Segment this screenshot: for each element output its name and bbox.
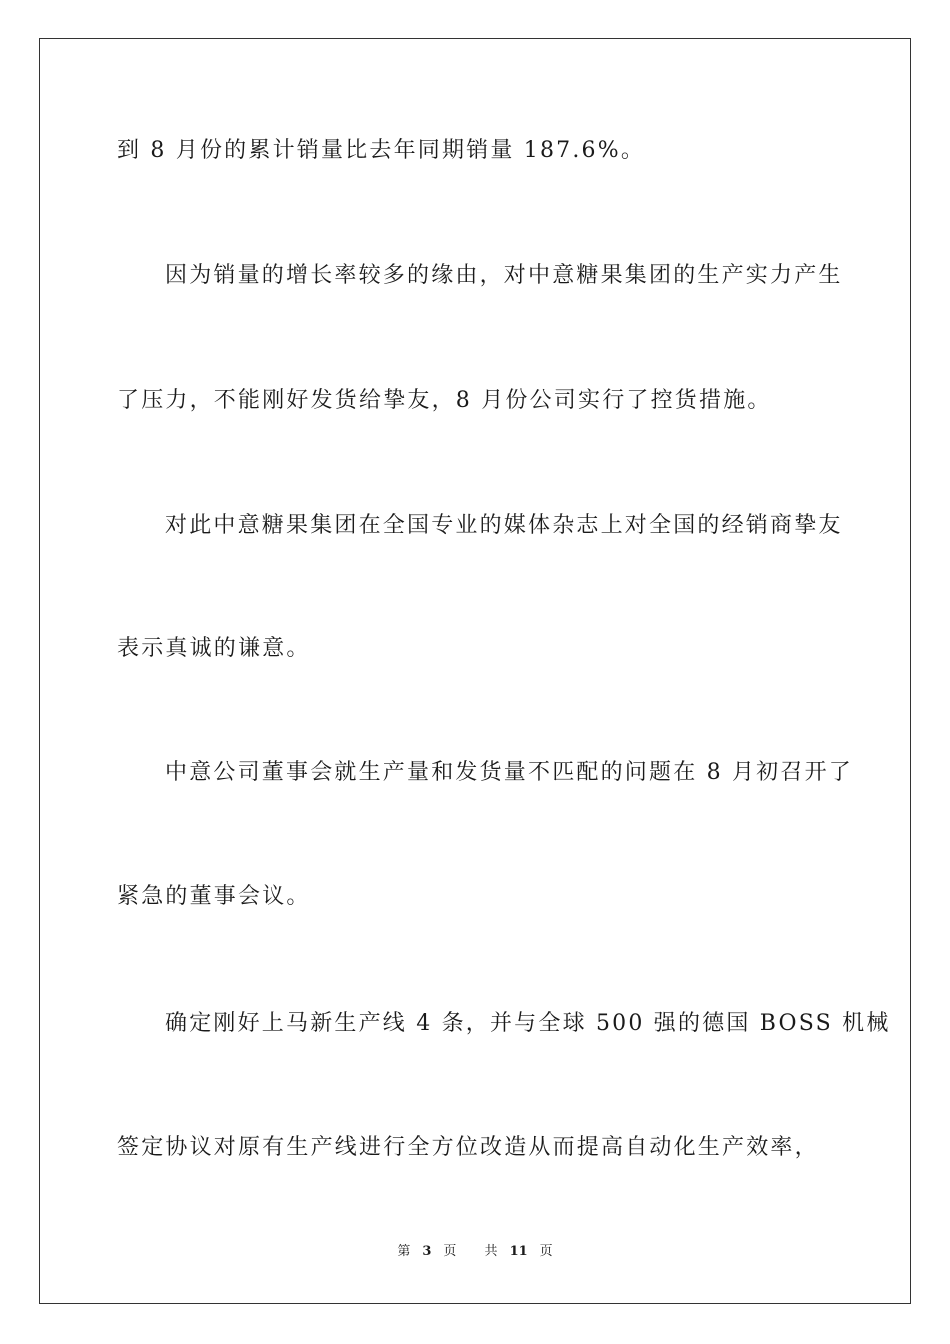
body-line-9: 签定协议对原有生产线进行全方位改造从而提高自动化生产效率， [117, 1135, 819, 1160]
total-number: 11 [509, 1244, 528, 1259]
page-indicator [391, 1244, 462, 1259]
body-line-7: 紧急的董事会议。 [117, 884, 311, 909]
total-suffix: 页 [539, 1244, 553, 1259]
body-line-4: 对此中意糖果集团在全国专业的媒体杂志上对全国的经销商挚友 [165, 513, 843, 538]
body-line-3: 了压力，不能刚好发货给挚友，8 月份公司实行了控货措施。 [117, 388, 772, 413]
body-line-1: 到 8 月份的累计销量比去年同期销量 187.6%。 [117, 138, 646, 163]
body-line-6: 中意公司董事会就生产量和发货量不匹配的问题在 8 月初召开了 [165, 760, 853, 785]
body-line-5: 表示真诚的谦意。 [117, 636, 311, 661]
total-prefix: 共 [484, 1244, 498, 1259]
total-pages [479, 1244, 559, 1259]
body-line-8: 确定刚好上马新生产线 4 条，并与全球 500 强的德国 BOSS 机械 [165, 1011, 891, 1036]
page-suffix: 页 [443, 1244, 457, 1259]
page-prefix: 第 [397, 1244, 411, 1259]
page-border [39, 38, 911, 1304]
page-number: 3 [422, 1244, 432, 1259]
page-footer [0, 1244, 950, 1260]
body-line-2: 因为销量的增长率较多的缘由，对中意糖果集团的生产实力产生 [165, 263, 843, 288]
